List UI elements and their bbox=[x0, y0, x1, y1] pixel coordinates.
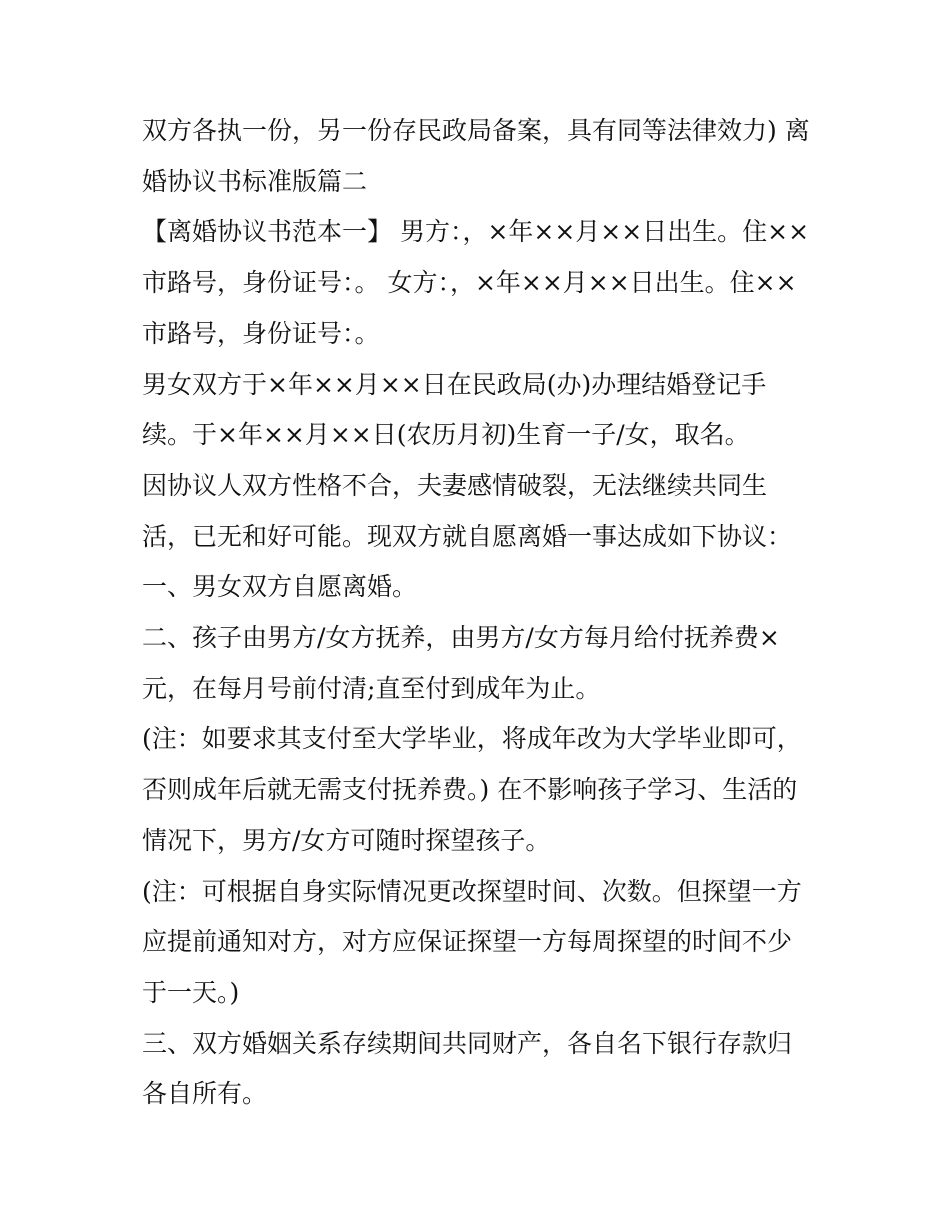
paragraph-6: (注：如要求其支付至大学毕业，将成年改为大学毕业即可，否则成年后就无需支付抚养费。) 在不影响孩子学习、生活的情况下，男方/女方可随时探望孩子。 bbox=[142, 724, 802, 855]
paragraph-8: 三、双方婚姻关系存续期间共同财产，各自名下银行存款归各自所有。 bbox=[142, 1028, 793, 1109]
document-body bbox=[142, 106, 814, 1120]
paragraph-3: 男女双方于×年××月××日在民政局(办)办理结婚登记手续。于×年××月××日(农历月初)生育一子/女，取名。 bbox=[142, 369, 767, 450]
paragraph-7: (注：可根据自身实际情况更改探望时间、次数。但探望一方应提前通知对方，对方应保证探望一方每周探望的时间不少于一天。) bbox=[142, 876, 802, 1007]
paragraph-2: 【离婚协议书范本一】 男方：，×年××月××日出生。住××市路号，身份证号：。 女方：，×年××月××日出生。住××市路号，身份证号：。 bbox=[142, 217, 810, 348]
paragraph-1: 双方各执一份，另一份存民政局备案，具有同等法律效力) 离婚协议书标准版篇二 bbox=[142, 116, 810, 196]
paragraph-4: 因协议人双方性格不合，夫妻感情破裂，无法继续共同生活，已无和好可能。现双方就自愿离婚一事达成如下协议： 一、男女双方自愿离婚。 bbox=[142, 470, 793, 602]
paragraph-5: 二、孩子由男方/女方抚养，由男方/女方每月给付抚养费×元，在每月号前付清;直至付到成年为止。 bbox=[142, 623, 780, 703]
